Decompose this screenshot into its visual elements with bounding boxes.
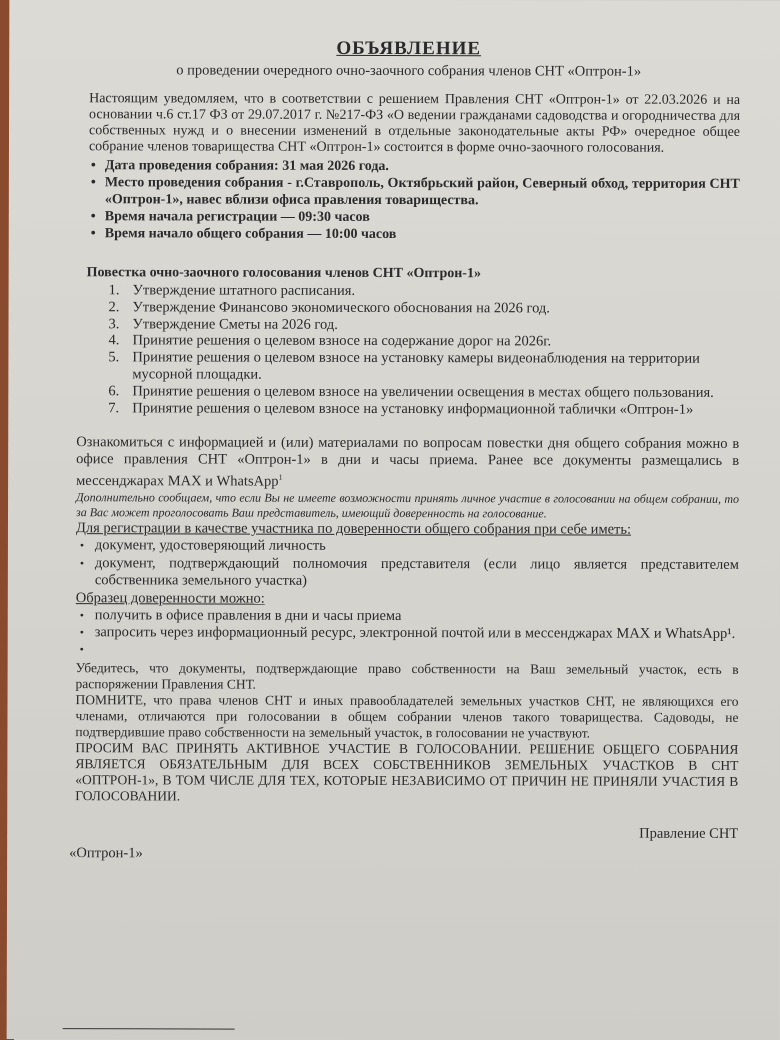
agenda-item: 5. Принятие решения о целевом взносе на установку камеры видеонаблюдения на территории мусорной площадки. xyxy=(108,349,700,383)
sample-item: • запросить через информационный ресурс, электронной почтой или в мессенджарах MAX и WhatsApp¹. xyxy=(80,624,739,643)
signature-name: «Оптрон-1» xyxy=(69,844,143,862)
key-point-date: • Дата проведения собрания: 31 мая 2026 года. xyxy=(91,157,740,176)
key-point-place: • Место проведения собрания - г.Ставрополь, Октябрьский район, Северный обход, территория СНТ «Оптрон-1», навес вблизи офиса правления товарищества. xyxy=(91,174,740,210)
sample-list xyxy=(76,607,739,644)
appeal-paragraph: ПРОСИМ ВАС ПРИНЯТЬ АКТИВНОЕ УЧАСТИЕ В ГОЛОСОВАНИИ. РЕШЕНИЕ ОБЩЕГО СОБРАНИЯ ЯВЛЯЕТСЯ ОБЯЗАТЕЛЬНЫМ ДЛЯ ВСЕХ СОБСТВЕННИКОВ ЗЕМЕЛЬНЫХ УЧАСТКОВ В СНТ «ОПТРОН-1», В ТОМ ЧИСЛЕ ДЛЯ ТЕХ, КОТОРЫЕ НЕЗАВИСИМО ОТ ПРИЧИН НЕ ПРИНЯЛИ УЧАСТИЯ В ГОЛОСОВАНИИ. xyxy=(75,739,739,804)
footnote-separator xyxy=(63,1028,235,1029)
registration-list xyxy=(76,537,739,591)
registration-item: • документ, удостоверяющий личность xyxy=(80,537,739,556)
document-subtitle: о проведении очередного очно-заочного собрания членов СНТ «Оптрон-1» xyxy=(176,62,642,80)
agenda-item: 2. Утверждение Финансово экономического обоснования на 2026 год. xyxy=(108,299,550,317)
agenda-item: 1. Утверждение штатного расписания. xyxy=(108,282,356,299)
document-body xyxy=(69,37,741,863)
agenda-item: 3. Утверждение Сметы на 2026 год. xyxy=(108,315,338,333)
agenda-item: 7. Принятие решения о целевом взносе на установку информационной таблички «Оптрон-1» xyxy=(108,399,694,418)
registration-item: • документ, подтверждающий полномочия представителя (если лицо является представителем собственника земельного участка) xyxy=(80,555,739,592)
agenda-item: 6. Принятие решения о целевом взносе на увеличении освещения в местах общего пользования. xyxy=(108,383,714,401)
registration-heading: Для регистрации в качестве участника по доверенности общего собрания при себе иметь: xyxy=(75,520,632,538)
agenda-item: 4. Принятие решения о целевом взносе на содержание дорог на 2026г. xyxy=(108,332,552,350)
intro-paragraph: Настоящим уведомляем, что в соответствии с решением Правления СНТ «Оптрон-1» от 22.03.2026 и на основании ч.6 ст.17 ФЗ от 29.07.2017 г. №217-ФЗ «О ведении гражданами садоводства и огородничества для собственных нужд и о внесении изменений в отдельные законодательные акты РФ» очередное общее собрание членов товарищества СНТ «Оптрон-1» состоится в форме очно-заочного голосования. xyxy=(88,91,741,156)
document-title: ОБЪЯВЛЕНИЕ xyxy=(336,37,482,60)
agenda-list xyxy=(76,282,739,418)
paper-sheet xyxy=(7,0,780,1040)
key-point-registration-time: • Время начала регистрации — 09:30 часов xyxy=(91,208,740,227)
ownership-paragraph: Убедитесь, что документы, подтверждающие право собственности на Ваш земельный участок, есть в распоряжении Правления СНТ. xyxy=(75,659,739,692)
key-points-list xyxy=(77,157,740,244)
sample-heading: Образец доверенности можно: xyxy=(75,589,265,607)
sample-item: • получить в офисе правления в дни и часы приема xyxy=(80,607,739,626)
signature-board: Правление СНТ xyxy=(639,825,739,842)
proxy-note: Дополнительно сообщаем, что если Вы не имеете возможности принять личное участие в голосовании на общем собрании, то за Вас может проголосовать Ваш представитель, имеющий доверенность на голосование. xyxy=(76,490,740,521)
empty-bullet: • xyxy=(79,641,84,656)
agenda-heading: Повестка очно-заочного голосования членов СНТ «Оптрон-1» xyxy=(86,265,482,282)
remember-paragraph: ПОМНИТЕ, что права членов СНТ и иных правообладателей земельных участков СНТ, не являющихся его членами, отличаются при голосовании в общем собрании членов такого товарищества. Садоводы, не подтвердившие право собственности на земельный участок, в голосовании не участвуют. xyxy=(75,691,739,741)
key-point-start-time: • Время начало общего собрания — 10:00 часов xyxy=(91,225,740,244)
materials-paragraph: Ознакомиться с информацией и (или) материалами по вопросам повестки дня общего собрания можно в офисе правления СНТ «Оптрон-1» в дни и часы приема. Ранее все документы размещались в мессенджарах MAX и WhatsApp$^1$ xyxy=(76,434,740,490)
